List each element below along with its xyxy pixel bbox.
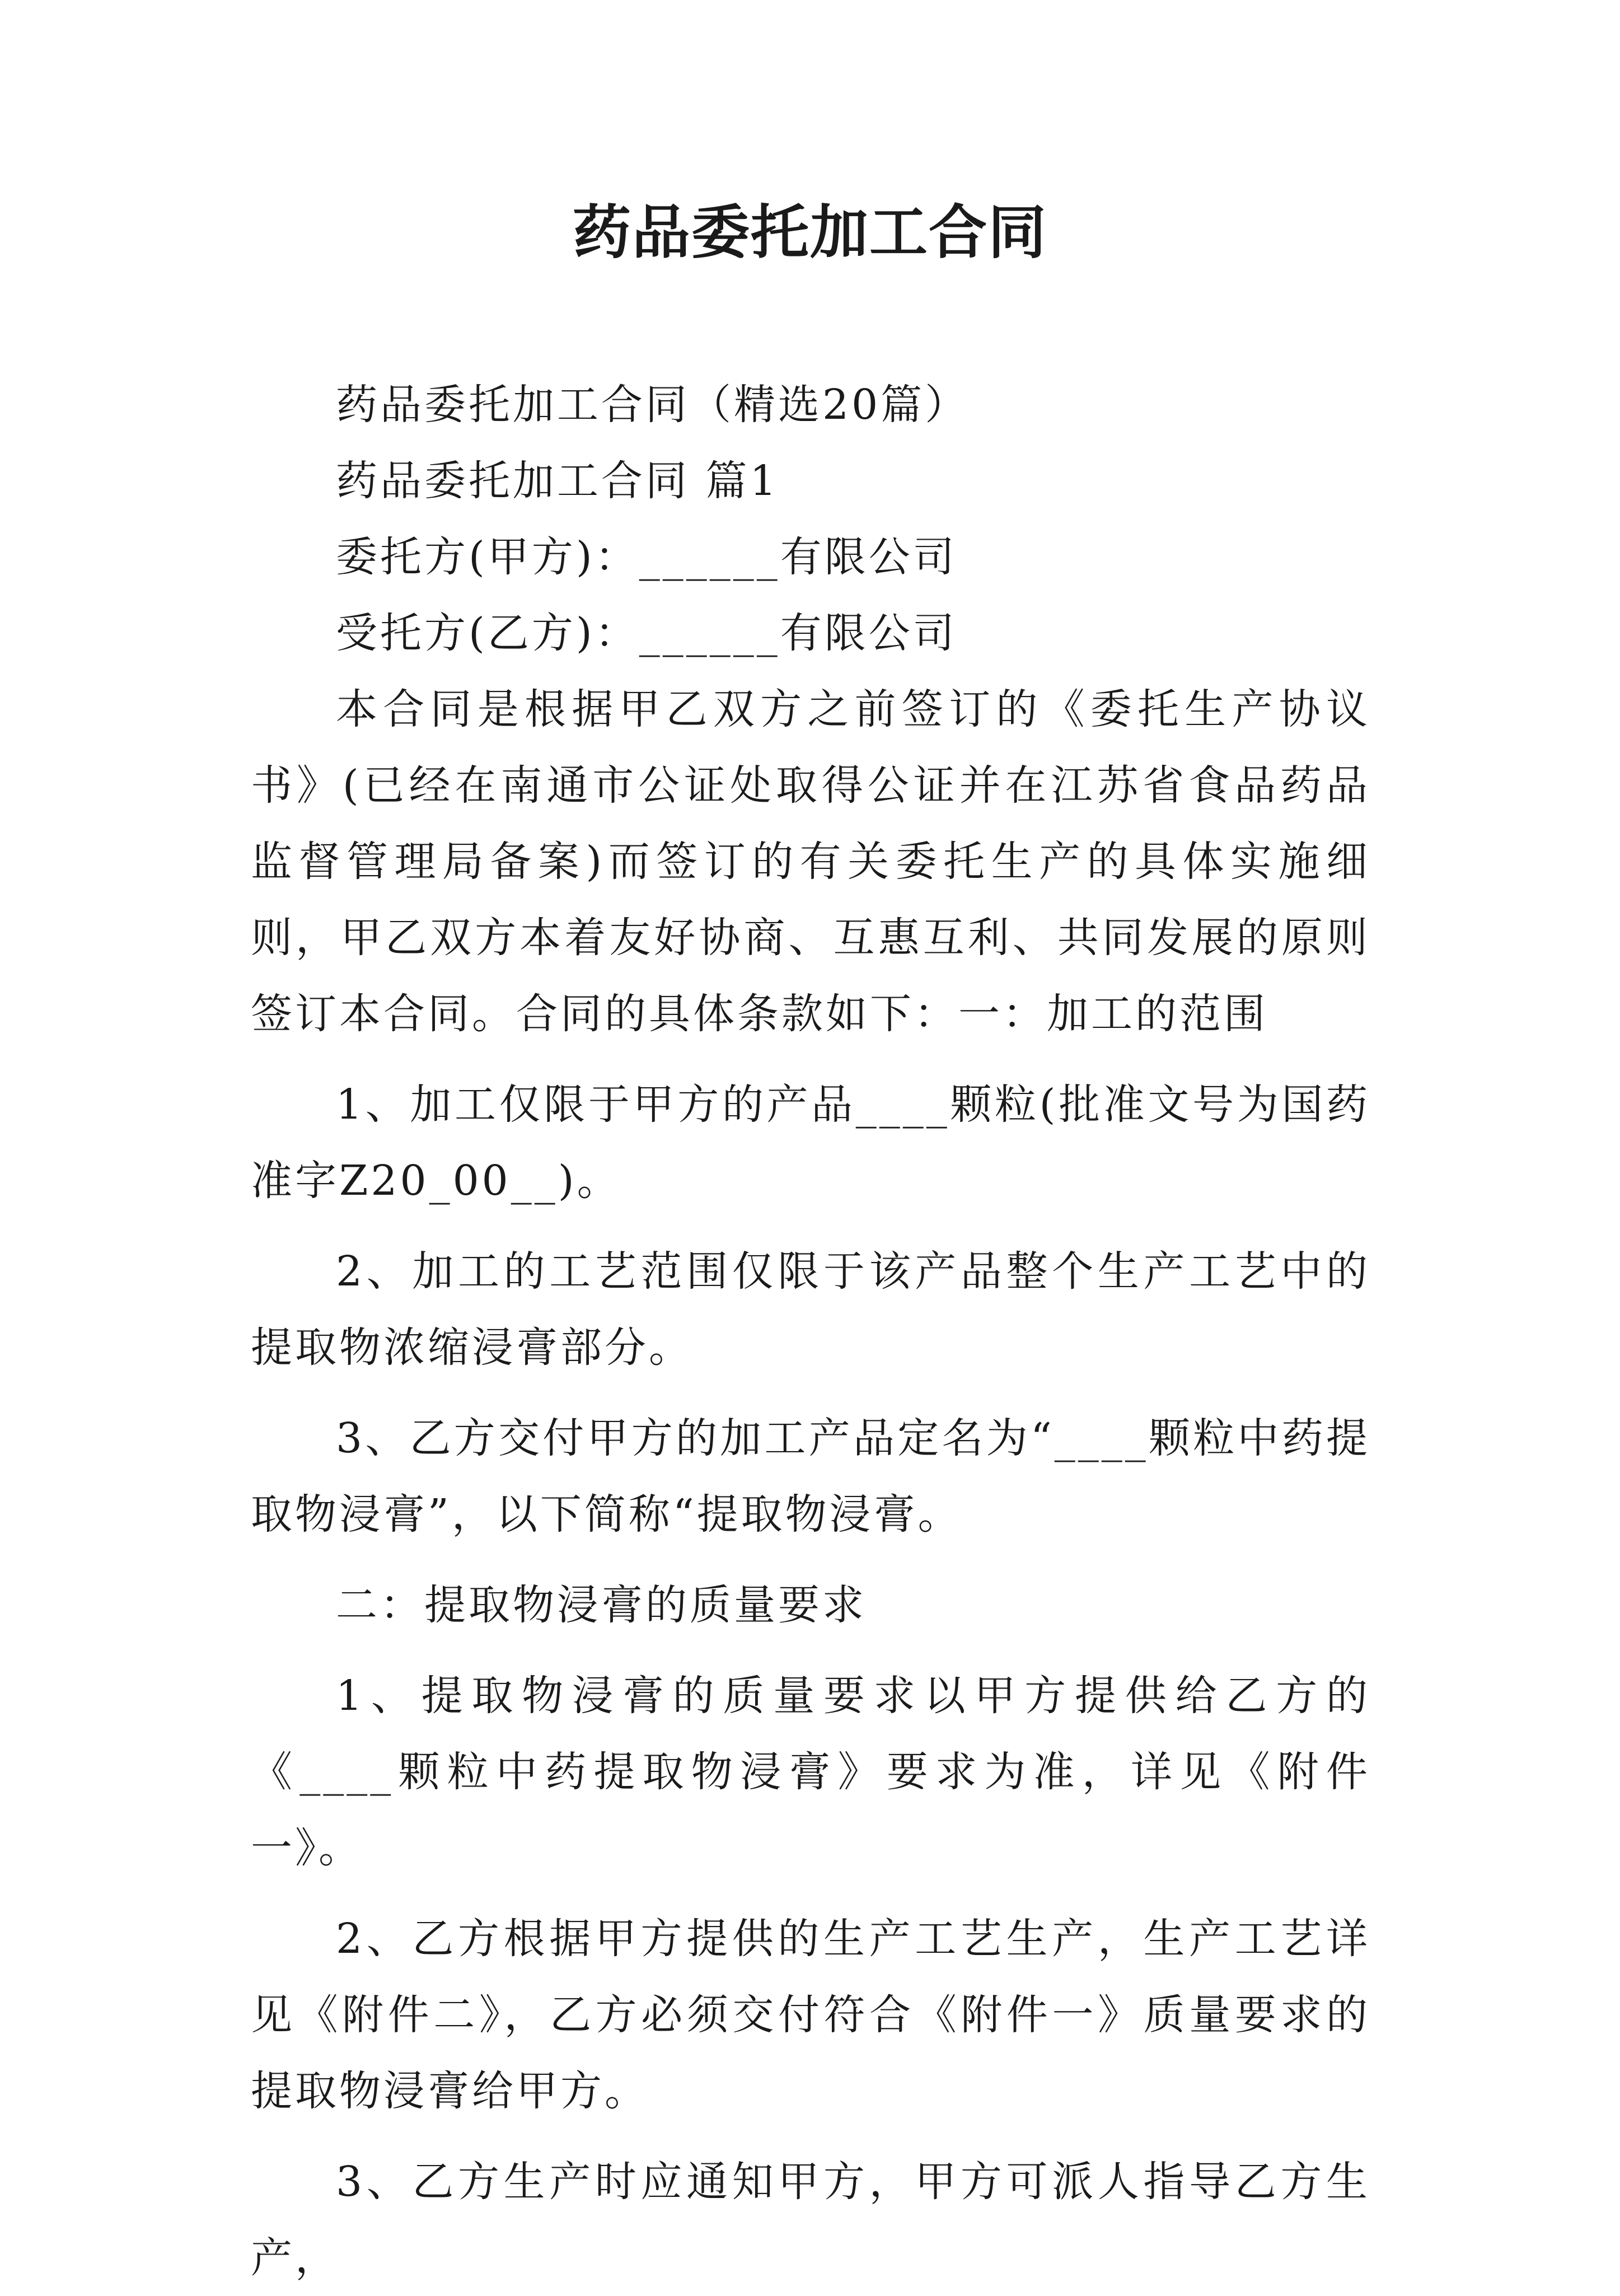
document-body: [251, 367, 1370, 2296]
document-title: 药品委托加工合同: [572, 198, 1047, 266]
paragraph-clause: 1、提取物浸膏的质量要求以甲方提供给乙方的《____颗粒中药提取物浸膏》要求为准，详见《附件一》。: [251, 1672, 1370, 1872]
paragraph-party-a: 委托方(甲方)：______有限公司: [336, 533, 957, 581]
paragraph-subtitle: 药品委托加工合同（精选20篇）: [336, 381, 970, 429]
paragraph-preamble: 本合同是根据甲乙双方之前签订的《委托生产协议书》(已经在南通市公证处取得公证并在江苏省食品药品监督管理局备案)而签订的有关委托生产的具体实施细则，甲乙双方本着友好协商、互惠互利、共同发展的原则签订本合同。合同的具体条款如下：一：加工的范围: [251, 685, 1370, 1038]
paragraph-clause: 2、加工的工艺范围仅限于该产品整个生产工艺中的提取物浓缩浸膏部分。: [251, 1247, 1370, 1372]
paragraph-clause: 3、乙方生产时应通知甲方，甲方可派人指导乙方生产，: [251, 2158, 1370, 2282]
paragraph-clause: 1、加工仅限于甲方的产品____颗粒(批准文号为国药准字Z20_00__)。: [251, 1081, 1370, 1205]
paragraph-section-heading: 药品委托加工合同 篇1: [336, 457, 779, 505]
paragraph-party-b: 受托方(乙方)：______有限公司: [336, 609, 957, 657]
paragraph-clause: 2、乙方根据甲方提供的生产工艺生产，生产工艺详见《附件二》，乙方必须交付符合《附件一》质量要求的提取物浸膏给甲方。: [251, 1915, 1370, 2115]
paragraph-section-two-heading: 二：提取物浸膏的质量要求: [336, 1581, 867, 1629]
paragraph-clause: 3、乙方交付甲方的加工产品定名为“____颗粒中药提取物浸膏”，以下简称“提取物浸膏。: [251, 1414, 1370, 1539]
